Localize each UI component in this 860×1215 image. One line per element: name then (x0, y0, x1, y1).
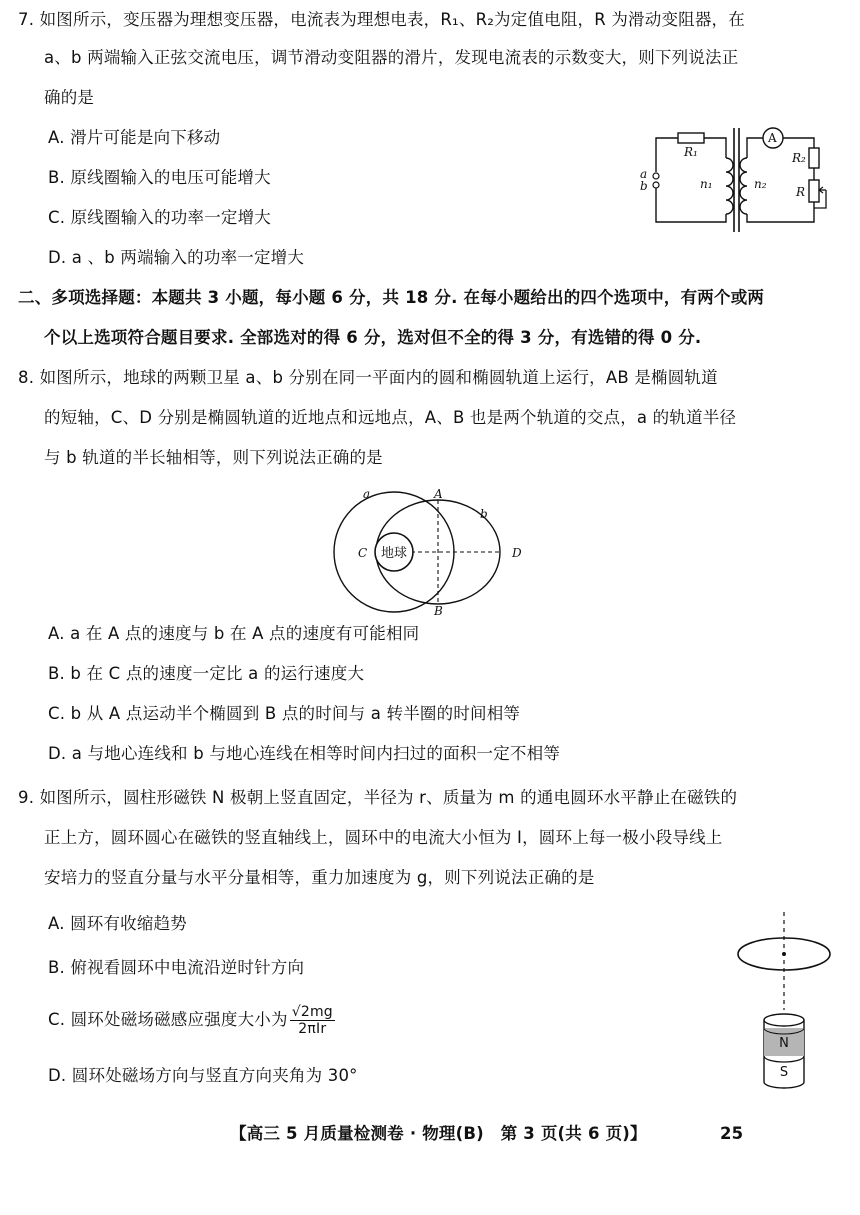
q8-option-d: D. a 与地心连线和 b 与地心连线在相等时间内扫过的面积一定不相等 (48, 744, 561, 763)
magnet-top (764, 1014, 804, 1026)
q9-option-c (48, 1004, 335, 1037)
q9-option-b: B. 俯视看圆环中电流沿逆时针方向 (48, 958, 305, 977)
section-2-line-1: 二、多项选择题：本题共 3 小题，每小题 6 分，共 18 分. 在每小题给出的四个选项中，有两个或两 (18, 288, 765, 307)
q7-option-a: A. 滑片可能是向下移动 (48, 128, 221, 147)
label-point-d: D (512, 546, 522, 560)
ammeter-label: A (768, 131, 777, 145)
q8-option-a: A. a 在 A 点的速度与 b 在 A 点的速度有可能相同 (48, 624, 420, 643)
q9-stem-line-2: 正上方，圆环圆心在磁铁的竖直轴线上，圆环中的电流大小恒为 I，圆环上每一极小段导线上 (44, 828, 723, 847)
q9-stem-line-1: 9. 如图所示，圆柱形磁铁 N 极朝上竖直固定，半径为 r、质量为 m 的通电圆环水平静止在磁铁的 (18, 788, 738, 807)
label-point-c: C (358, 546, 368, 560)
label-n1: n₁ (700, 177, 713, 191)
resistor-r2 (809, 148, 819, 168)
magnet-ring-diagram (728, 910, 840, 1096)
terminal-a (653, 173, 659, 179)
section-2-line-2: 个以上选项符合题目要求. 全部选对的得 6 分，选对但不全的得 3 分，有选错的得 0 分. (44, 328, 702, 347)
q9-option-c-text: C. 圆环处磁场磁感应强度大小为 (48, 1010, 288, 1029)
transformer-circuit-diagram (630, 122, 835, 234)
q8-stem-line-2: 的短轴，C、D 分别是椭圆轨道的近地点和远地点，A、B 也是两个轨道的交点，a 的轨道半径 (44, 408, 737, 427)
label-sat-b: b (480, 507, 488, 521)
q7-option-b: B. 原线圈输入的电压可能增大 (48, 168, 271, 187)
q8-stem-line-1: 8. 如图所示，地球的两颗卫星 a、b 分别在同一平面内的圆和椭圆轨道上运行，AB 是椭圆轨道 (18, 368, 718, 387)
q8-stem-line-3: 与 b 轨道的半长轴相等，则下列说法正确的是 (44, 448, 383, 467)
label-r: R (796, 185, 806, 199)
label-sat-a: a (363, 488, 371, 501)
earth-label: 地球 (380, 546, 408, 561)
fraction-denominator: 2πIr (298, 1021, 327, 1037)
q9-stem-line-3: 安培力的竖直分量与水平分量相等，重力加速度为 g，则下列说法正确的是 (44, 868, 595, 887)
label-r2: R₂ (792, 151, 806, 165)
ring-center (782, 952, 786, 956)
q9-option-a: A. 圆环有收缩趋势 (48, 914, 187, 933)
q7-stem-line-1: 7. 如图所示，变压器为理想变压器，电流表为理想电表，R₁、R₂为定值电阻，R 为滑动变阻器，在 (18, 10, 745, 29)
label-b: b (640, 179, 648, 193)
terminal-b (653, 182, 659, 188)
q8-option-c: C. b 从 A 点运动半个椭圆到 B 点的时间与 a 转半圈的时间相等 (48, 704, 521, 723)
q7-option-c: C. 原线圈输入的功率一定增大 (48, 208, 272, 227)
resistor-r1 (678, 133, 704, 143)
label-n2: n₂ (754, 177, 767, 191)
rheostat-r (809, 180, 819, 202)
q7-stem-line-3: 确的是 (44, 88, 95, 107)
fraction-numerator: √2mg (291, 1004, 333, 1020)
q7-option-d: D. a 、b 两端输入的功率一定增大 (48, 248, 305, 267)
page-code: 25 (720, 1124, 744, 1143)
label-point-b: B (434, 604, 443, 616)
label-a: a (640, 167, 648, 181)
primary-coil (726, 158, 733, 214)
fraction (290, 1004, 335, 1037)
north-label: N (779, 1036, 789, 1051)
page-footer: 【高三 5 月质量检测卷 · 物理(B) 第 3 页(共 6 页)】 (230, 1124, 647, 1143)
q7-stem-line-2: a、b 两端输入正弦交流电压，调节滑动变阻器的滑片，发现电流表的示数变大，则下列说法正 (44, 48, 739, 67)
q8-option-b: B. b 在 C 点的速度一定比 a 的运行速度大 (48, 664, 365, 683)
secondary-coil (740, 158, 747, 214)
south-label: S (779, 1065, 789, 1080)
q9-option-d: D. 圆环处磁场方向与竖直方向夹角为 30° (48, 1066, 358, 1085)
label-r1: R₁ (684, 145, 698, 159)
label-point-a: A (434, 488, 443, 501)
orbit-diagram (330, 488, 540, 616)
